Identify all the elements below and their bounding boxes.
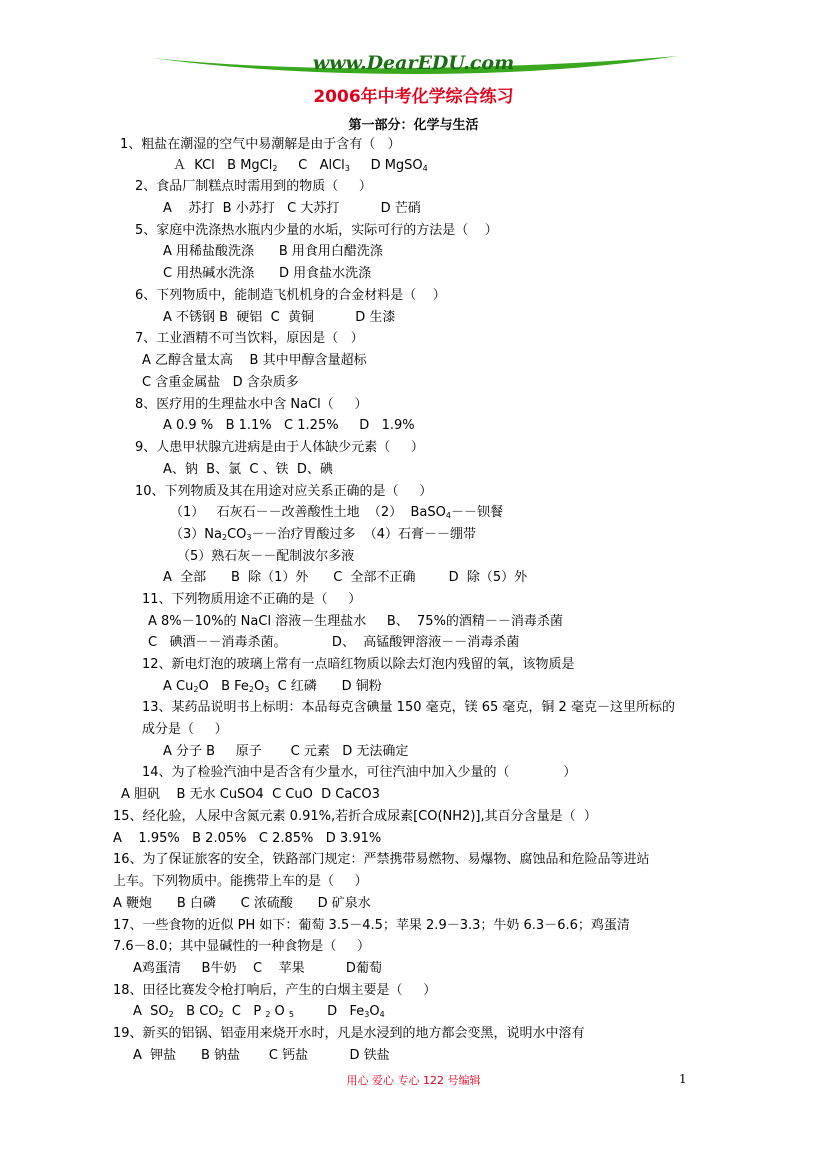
subscript: 2	[272, 164, 278, 173]
question-line	[177, 549, 354, 565]
line-text: A 乙醇含量太高 B 其中甲醇含量超标	[142, 353, 367, 368]
line-text: 12、新电灯泡的玻璃上常有一点暗红物质以除去灯泡内残留的氧，该物质是	[142, 657, 575, 672]
line-text: D Fe	[294, 1004, 365, 1019]
question-line	[113, 1026, 585, 1042]
line-text: 成分是（ ）	[142, 722, 228, 737]
question-line	[170, 505, 503, 521]
line-text: B CO	[173, 1004, 219, 1019]
line-text: 19、新买的铝锅、铝壶用来烧开水时，凡是水浸到的地方都会变黑，说明水中溶有	[113, 1026, 585, 1041]
footer-note: 用心 爱心 专心 122 号编辑	[346, 1074, 481, 1087]
page-title: 2006年中考化学综合练习	[313, 87, 514, 107]
question-line	[142, 700, 675, 716]
subscript: 2	[168, 1010, 174, 1019]
line-text: A Cu	[163, 679, 194, 694]
line-text: O	[369, 1004, 380, 1019]
subscript: 2	[221, 533, 228, 542]
line-text: （3）Na	[170, 527, 222, 542]
line-text: A 用稀盐酸洗涤 B 用食用白醋洗涤	[163, 244, 383, 259]
line-text: A SO	[133, 1004, 169, 1019]
site-url[interactable]: www.DearEDU.com	[312, 52, 515, 74]
line-text: （5）熟石灰－－配制波尔多液	[177, 549, 355, 564]
subscript: 2	[265, 1010, 271, 1019]
line-text: 8、医疗用的生理盐水中含 NaCl（ ）	[135, 397, 368, 412]
line-text: A 鞭炮 B 白磷 C 浓硫酸 D 矿泉水	[113, 896, 371, 911]
line-text: C P	[223, 1004, 266, 1019]
line-text: A 苏打 B 小苏打 C 大苏打 D 芒硝	[163, 201, 421, 216]
subscript: 3	[264, 685, 270, 694]
line-text: 上车。下列物质中。能携带上车的是（ ）	[113, 874, 368, 889]
line-text: 7.6－8.0；其中显碱性的一种食物是（ ）	[113, 939, 371, 954]
question-line	[121, 787, 380, 803]
line-text: A 8%－10%的 NaCl 溶液－生理盐水 B、 75%的酒精－－消毒杀菌	[148, 614, 563, 629]
question-line	[113, 983, 436, 999]
line-text: CO	[227, 527, 247, 542]
line-text: O	[253, 679, 265, 694]
line-text: A、钠 B、氯 C 、铁 D、碘	[163, 462, 333, 477]
question-line	[113, 831, 381, 847]
subscript: 4	[422, 164, 428, 173]
subscript: 2	[218, 1010, 224, 1019]
question-line	[135, 288, 446, 304]
line-text: A 分子 B 原子 C 元素 D 无法确定	[163, 744, 409, 759]
line-text: 17、一些食物的近似 PH 如下：葡萄 3.5－4.5；苹果 2.9－3.3；牛奶 6.3－6.6；鸡蛋清	[113, 918, 630, 933]
line-text: 9、人患甲状腺亢进病是由于人体缺少元素（ ）	[135, 440, 424, 455]
line-text: C 红磷 D 铜粉	[269, 679, 382, 694]
line-text: 18、田径比赛发令枪打响后，产生的白烟主要是（ ）	[113, 983, 437, 998]
line-text: 10、下列物质及其在用途对应关系正确的是（ ）	[135, 484, 433, 499]
question-line	[163, 244, 383, 260]
line-text: C 用热碱水洗涤 D 用食盐水洗涤	[163, 266, 372, 281]
line-text: C AlCl	[277, 158, 345, 173]
line-text: A 0.9 % B 1.1% C 1.25% D 1.9%	[163, 418, 415, 433]
line-text: O	[270, 1004, 289, 1019]
subscript: 2	[193, 685, 199, 694]
question-line	[135, 397, 367, 413]
question-line	[142, 592, 361, 608]
subscript: 4	[379, 1010, 385, 1019]
subscript: 4	[445, 511, 451, 520]
question-line	[133, 961, 382, 977]
question-line	[113, 874, 368, 890]
subscript: 3	[364, 1010, 370, 1019]
question-line	[133, 1004, 385, 1020]
line-text: 13、某药品说明书上标明：本品每克含碘量 150 毫克，镁 65 毫克，铜 2 毫克－这里所标的	[142, 700, 675, 715]
line-text: 1、粗盐在潮湿的空气中易潮解是由于含有（ ）	[120, 137, 401, 152]
question-line	[142, 722, 228, 738]
question-line	[163, 201, 421, 217]
line-text: 14、为了检验汽油中是否含有少量水，可往汽油中加入少量的（ ）	[142, 765, 577, 780]
section-title: 第一部分：化学与生活	[348, 118, 479, 133]
line-text: 5、家庭中洗涤热水瓶内少量的水垢，实际可行的方法是（ ）	[135, 223, 498, 238]
subscript: 5	[288, 1010, 295, 1019]
question-line	[133, 1048, 390, 1064]
line-text: 11、下列物质用途不正确的是（ ）	[142, 592, 362, 607]
line-text: 16、为了保证旅客的安全，铁路部门规定：严禁携带易燃物、易爆物、腐蚀品和危险品等进站	[113, 852, 650, 867]
question-line	[142, 375, 299, 391]
question-line	[163, 570, 527, 586]
line-text: 2、食品厂制糕点时需用到的物质（ ）	[135, 179, 372, 194]
question-line	[135, 179, 372, 195]
subscript: 3	[344, 164, 350, 173]
question-line	[173, 158, 428, 174]
question-line	[163, 744, 408, 760]
question-line	[120, 137, 401, 153]
line-text: －－钡餐	[450, 505, 503, 520]
question-line	[135, 484, 432, 500]
line-text: 6、下列物质中，能制造飞机机身的合金材料是（ ）	[135, 288, 446, 303]
subscript: 3	[246, 533, 252, 542]
line-text: A鸡蛋清 B牛奶 C 苹果 D葡萄	[133, 961, 382, 976]
question-line	[113, 939, 370, 955]
question-line	[163, 418, 415, 434]
question-line	[135, 223, 498, 239]
question-line	[113, 896, 371, 912]
question-line	[148, 614, 563, 630]
line-text: A 全部 B 除（1）外 C 全部不正确 D 除（5）外	[163, 570, 528, 585]
question-line	[142, 353, 367, 369]
question-line	[113, 918, 630, 934]
question-line	[142, 765, 576, 781]
question-line	[135, 331, 364, 347]
question-line	[135, 440, 424, 456]
line-text: C 碘酒－－消毒杀菌。 D、 高锰酸钾溶液－－消毒杀菌	[148, 635, 520, 650]
question-line	[113, 809, 597, 825]
line-text: （1） 石灰石－－改善酸性土地 （2） BaSO	[170, 505, 446, 520]
question-line	[142, 657, 575, 673]
line-text: D MgSO	[349, 158, 423, 173]
line-text: －－治疗胃酸过多 （4）石膏－－绷带	[251, 527, 477, 542]
question-line	[170, 527, 476, 543]
line-text: A 钾盐 B 钠盐 C 钙盐 D 铁盐	[133, 1048, 390, 1063]
question-line	[163, 266, 371, 282]
page-number: 1	[679, 1072, 687, 1086]
line-text: 7、工业酒精不可当饮料，原因是（ ）	[135, 331, 364, 346]
question-line	[113, 852, 650, 868]
line-text: A 胆矾 B 无水 CuSO4 C CuO D CaCO3	[121, 787, 380, 802]
subscript: 2	[248, 685, 254, 694]
question-line	[163, 462, 333, 478]
line-text: A 1.95% B 2.05% C 2.85% D 3.91%	[113, 831, 382, 846]
line-text: C 含重金属盐 D 含杂质多	[142, 375, 299, 390]
line-text: Ａ KCl B MgCl	[173, 158, 273, 173]
question-line	[163, 310, 395, 326]
line-text: 15、经化验，人尿中含氮元素 0.91%,若折合成尿素[CO(NH2)],其百分含量是（ ）	[113, 809, 597, 824]
line-text: O B Fe	[198, 679, 249, 694]
question-line	[163, 679, 382, 695]
line-text: A 不锈钢 B 硬铝 C 黄铜 D 生漆	[163, 310, 396, 325]
question-line	[148, 635, 519, 651]
